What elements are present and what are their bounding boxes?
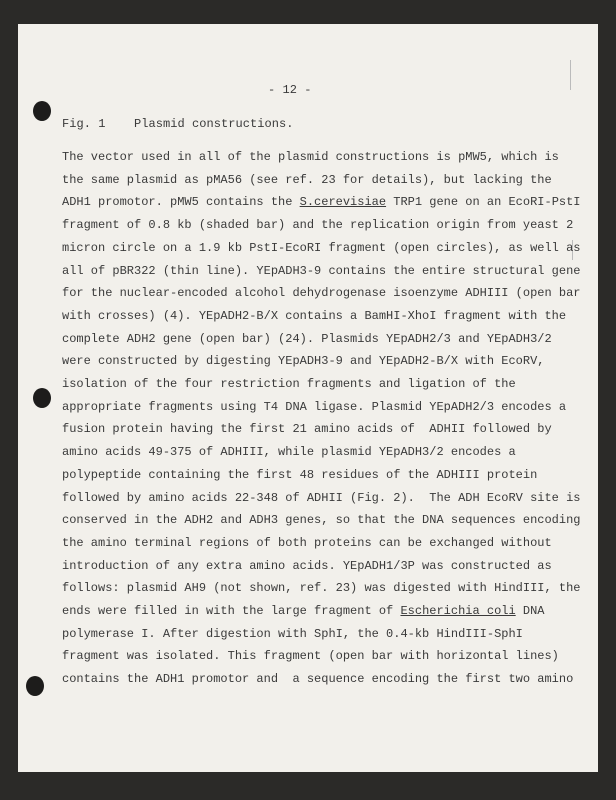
text-line: were constructed by digesting YEpADH3-9 and YEpADH2-B/X with EcoRV,	[62, 354, 545, 369]
punch-hole	[33, 101, 51, 121]
page-number: - 12 -	[268, 83, 312, 97]
underlined-species-name: Escherichia coli	[400, 604, 516, 618]
text-line: micron circle on a 1.9 kb PstI-EcoRI fragment (open circles), as well as	[62, 240, 581, 255]
text-line: conserved in the ADH2 and ADH3 genes, so that the DNA sequences encoding	[62, 513, 581, 528]
text-line: fusion protein having the first 21 amino acids of ADHII followed by	[62, 422, 552, 437]
text-line: amino acids 49-375 of ADHIII, while plasmid YEpADH3/2 encodes a	[62, 445, 516, 460]
text-line	[62, 195, 581, 209]
text-line: appropriate fragments using T4 DNA ligase. Plasmid YEpADH2/3 encodes a	[62, 399, 567, 414]
text-segment: TRP1 gene on an EcoRI-PstI	[386, 195, 581, 210]
text-segment: ADH1 promotor. pMW5 contains the	[62, 195, 300, 210]
text-line: polymerase I. After digestion with SphI, the 0.4-kb HindIII-SphI	[62, 626, 523, 641]
text-line: the same plasmid as pMA56 (see ref. 23 for details), but lacking the	[62, 172, 552, 187]
text-line: introduction of any extra amino acids. YEpADH1/3P was constructed as	[62, 558, 552, 573]
text-line: followed by amino acids 22-348 of ADHII (Fig. 2). The ADH EcoRV site is	[62, 490, 581, 505]
text-segment: DNA	[515, 604, 545, 618]
punch-hole	[26, 676, 44, 696]
text-segment: ends were filled in with the large fragment of	[62, 604, 401, 618]
text-line	[62, 604, 545, 618]
underlined-species-name: S.cerevisiae	[299, 195, 387, 210]
figure-label: Fig. 1	[62, 117, 106, 131]
text-line: complete ADH2 gene (open bar) (24). Plasmids YEpADH2/3 and YEpADH3/2	[62, 331, 552, 346]
punch-hole	[33, 388, 51, 408]
text-line: with crosses) (4). YEpADH2-B/X contains a BamHI-XhoI fragment with the	[62, 308, 567, 323]
text-line: for the nuclear-encoded alcohol dehydrogenase isoenzyme ADHIII (open bar	[62, 286, 581, 301]
text-line: The vector used in all of the plasmid constructions is pMW5, which is	[62, 150, 559, 164]
text-line: follows: plasmid AH9 (not shown, ref. 23) was digested with HindIII, the	[62, 581, 581, 596]
text-line: fragment of 0.8 kb (shaded bar) and the replication origin from yeast 2	[62, 218, 574, 233]
text-line: contains the ADH1 promotor and a sequence encoding the first two amino	[62, 672, 574, 687]
text-line: fragment was isolated. This fragment (open bar with horizontal lines)	[62, 649, 559, 664]
figure-title: Plasmid constructions.	[134, 117, 294, 131]
text-line: polypeptide containing the first 48 residues of the ADHIII protein	[62, 467, 538, 482]
text-line: isolation of the four restriction fragments and ligation of the	[62, 377, 516, 391]
text-line: all of pBR322 (thin line). YEpADH3-9 contains the entire structural gene	[62, 263, 581, 278]
scan-artifact	[570, 60, 571, 90]
text-line: the amino terminal regions of both proteins can be exchanged without	[62, 535, 552, 550]
